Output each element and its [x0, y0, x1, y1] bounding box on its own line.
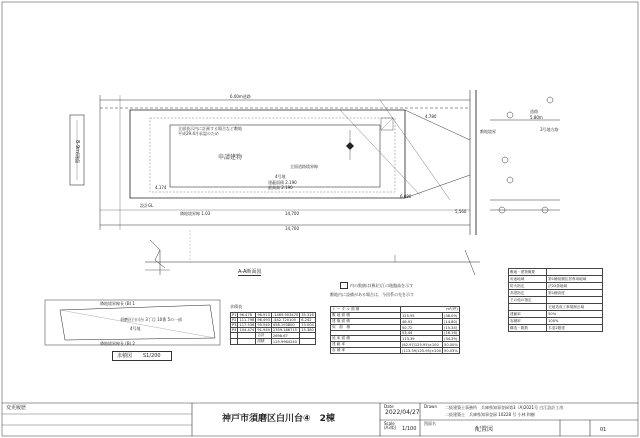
area-line-1: 建蔽面積 2.190: [268, 180, 297, 185]
info-table-row: [509, 283, 603, 290]
area-calc-cell: 13.004: [301, 323, 314, 327]
area-table-cell: (62.97/125.95)×100: [401, 342, 443, 348]
info-table-cell: 第1種低層住居専用地域: [547, 276, 603, 283]
area-table-cell: 建 蔽 率: [331, 342, 401, 348]
area-calc-cell: 91.949: [257, 328, 270, 332]
area-calc-row: [231, 323, 316, 328]
area-table-cell: 50.72: [401, 325, 443, 331]
building-label: 申請建物: [218, 154, 243, 161]
date-value: 2022/04/27: [385, 409, 420, 416]
drawn-label: Drawn: [424, 404, 437, 409]
area-table-cell: 125.95: [401, 313, 443, 319]
company-line-1: 二級建築士事務所 兵庫県知事登録第3（A)2021号 白江設計工房: [445, 405, 564, 410]
scale-label: Scale (A3版): [384, 421, 397, 430]
area-calc-cell: 111.798: [239, 318, 255, 322]
dim-6080: 6,080: [400, 194, 412, 199]
info-table-cell: 100%: [547, 318, 603, 325]
area-calc-cell: 96.493: [257, 318, 270, 322]
info-table-row: [509, 311, 603, 318]
info-table-row: [509, 290, 603, 297]
area-table-cell: (34.29): [443, 336, 460, 342]
area-calc-cell: 95.540: [257, 323, 270, 327]
area-calc-cell: 104.474: [239, 328, 255, 332]
section-label: A-A断面図: [238, 269, 262, 275]
area-table-title: ト ー タ ル 面 積: [331, 307, 401, 313]
area-calc-cell: [300, 339, 316, 345]
building-note: 4号地: [275, 174, 286, 179]
info-table-row: [509, 297, 603, 304]
area-table-cell: (14.80): [443, 319, 460, 325]
info-table-cell: 構造・階数: [509, 325, 547, 332]
area-calc-row: [231, 339, 316, 345]
legend-line-1: 内の数値は(株)白江の地盤高を示す: [340, 284, 413, 288]
road-top-label: 6.00m道路: [230, 94, 251, 99]
dim-14700b: 14,700: [285, 211, 299, 216]
info-table-cell: 敷地・建物概要: [509, 269, 547, 276]
legend-line-2: 敷地内に設備がある場合は、今回系の先を示す: [330, 292, 414, 297]
area-table-cell: (38.09): [443, 313, 460, 319]
area-calc-cell: P3: [232, 323, 237, 327]
area-table-cell: (16.16): [443, 331, 460, 336]
key-plan-caption: 求積図 S1/200: [112, 351, 172, 361]
info-table-cell: 容積率: [509, 318, 547, 325]
info-table-cell: 第1種高度: [547, 290, 603, 297]
area-calc-cell: 35.316: [301, 313, 314, 317]
area-calc-title: 求積表: [230, 304, 242, 309]
info-table-cell: 用途地域: [509, 276, 547, 283]
area-table-cell: (15.34): [443, 325, 460, 331]
site-note-1: 全部表示内に計画する場合など敷地: [178, 126, 242, 131]
left-road-label: 8-9m道路: [74, 140, 80, 164]
key-plan-text-2: 隣地境界線長 (B) 2: [100, 341, 135, 346]
area-table-cell: 建 築 面 積: [331, 319, 401, 325]
drawing-name-label: 図面名: [424, 421, 436, 426]
area-calc-table: [230, 312, 316, 345]
area-calc-row: [231, 318, 316, 323]
gl-label: 設計GL: [140, 203, 154, 208]
area-table-cell: 容 積 率: [331, 348, 401, 354]
site-note-2: 平成29.4月承認のため: [178, 131, 219, 136]
page-number: 01: [600, 427, 607, 433]
info-table-cell: 宅地造成工事規制区域: [547, 304, 603, 311]
area-table-cell: 90.03%: [444, 348, 458, 353]
area-calc-row: [231, 328, 316, 333]
area-table-cell: 敷 地 面 積: [331, 313, 401, 319]
info-table-cell: 建蔽率: [509, 311, 547, 318]
area-table-cell: 延 床 面 積: [331, 336, 401, 342]
drawing-title: 神戸市須磨区白川台④ 2棟: [222, 414, 335, 424]
area-calc-cell: 125.9964240: [271, 339, 299, 345]
area-table-row: [331, 348, 460, 354]
dim-14700: 14,700: [285, 226, 299, 231]
info-table-cell: [547, 297, 603, 304]
area-calc-cell: [238, 339, 256, 345]
boundary-label: 敷地境界: [480, 129, 496, 134]
area-calc-cell: 458.193800: [271, 323, 299, 328]
change-history-label: 変更履歴: [6, 405, 27, 411]
scale-value: 1/100: [402, 426, 417, 432]
key-plan-text-3: 須磨区白川台 3丁目 10番 5の一部: [120, 317, 182, 322]
area-calc-cell: [231, 339, 238, 345]
road-right-mid: 道路: [530, 109, 538, 114]
key-plan-lot: 4号地: [130, 326, 141, 331]
road-right-mid2: 5.80m: [530, 115, 543, 120]
drawing-name: 配置図: [475, 426, 494, 433]
area-calc-cell: 面積: [256, 339, 272, 345]
area-total-table: [330, 306, 460, 354]
info-table-row: [509, 318, 603, 325]
site-note-3: 全面道路境界線: [290, 164, 318, 169]
neighbor-text: 隣地境界線 1.03: [180, 211, 211, 216]
date-label: Date: [384, 404, 394, 409]
area-calc-cell: P1: [232, 313, 237, 317]
area-calc-cell: 117.538: [239, 323, 255, 327]
area-calc-cell: 2698.67: [271, 333, 299, 339]
area-calc-cell: P2: [232, 318, 237, 322]
area-table-unit: m²(坪): [401, 307, 460, 313]
area-table-cell: 50.00%: [444, 342, 458, 347]
info-table-cell: 50%: [547, 311, 603, 318]
dim-5560: 5,560: [455, 209, 467, 214]
info-table-cell: [547, 269, 603, 276]
area-calc-cell: 合計: [256, 333, 272, 339]
info-table-cell: 高度指定: [509, 290, 547, 297]
area-calc-cell: 1359.186715: [271, 328, 299, 333]
info-table-cell: 木造2階建: [547, 325, 603, 332]
area-calc-cell: 96.478: [238, 313, 256, 318]
info-table-row: [509, 276, 603, 283]
info-table: [508, 268, 603, 332]
key-plan-text-1: 隣地境界線長 (B) 1: [100, 301, 135, 306]
area-table-cell: 53.44: [401, 331, 443, 336]
area-calc-row: [231, 313, 316, 318]
area-table-cell: 48.91: [401, 319, 443, 325]
area-table-cell: 113.39: [401, 336, 443, 342]
area-calc-cell: 96.913: [257, 313, 270, 317]
info-table-row: [509, 269, 603, 276]
company-line-2: 二級建築士 兵庫県知事登録 10228 号 小林 和樹: [445, 412, 535, 417]
info-table-cell: その他の指定: [509, 297, 547, 304]
info-table-row: [509, 325, 603, 332]
info-table-cell: 法22条地域: [547, 283, 603, 290]
dim-4780: 4,780: [425, 114, 437, 119]
info-table-cell: [509, 304, 547, 311]
info-table-row: [509, 304, 603, 311]
area-calc-cell: -1469.903470: [272, 313, 299, 317]
dim-4174: 4,174: [155, 185, 167, 190]
area-calc-cell: P4: [232, 328, 237, 332]
area-line-2: 最高高 2.190: [268, 185, 293, 190]
area-table-cell: (113.39/125.95)×100: [402, 348, 442, 353]
road-right-top: 3号地方路: [540, 127, 559, 132]
area-table-cell: 床 面 積: [331, 325, 401, 331]
area-calc-cell: -442.720105: [271, 318, 299, 323]
area-calc-cell: 6.242: [300, 318, 316, 323]
info-table-cell: 防火指定: [509, 283, 547, 290]
area-calc-cell: 15.380: [301, 328, 314, 332]
